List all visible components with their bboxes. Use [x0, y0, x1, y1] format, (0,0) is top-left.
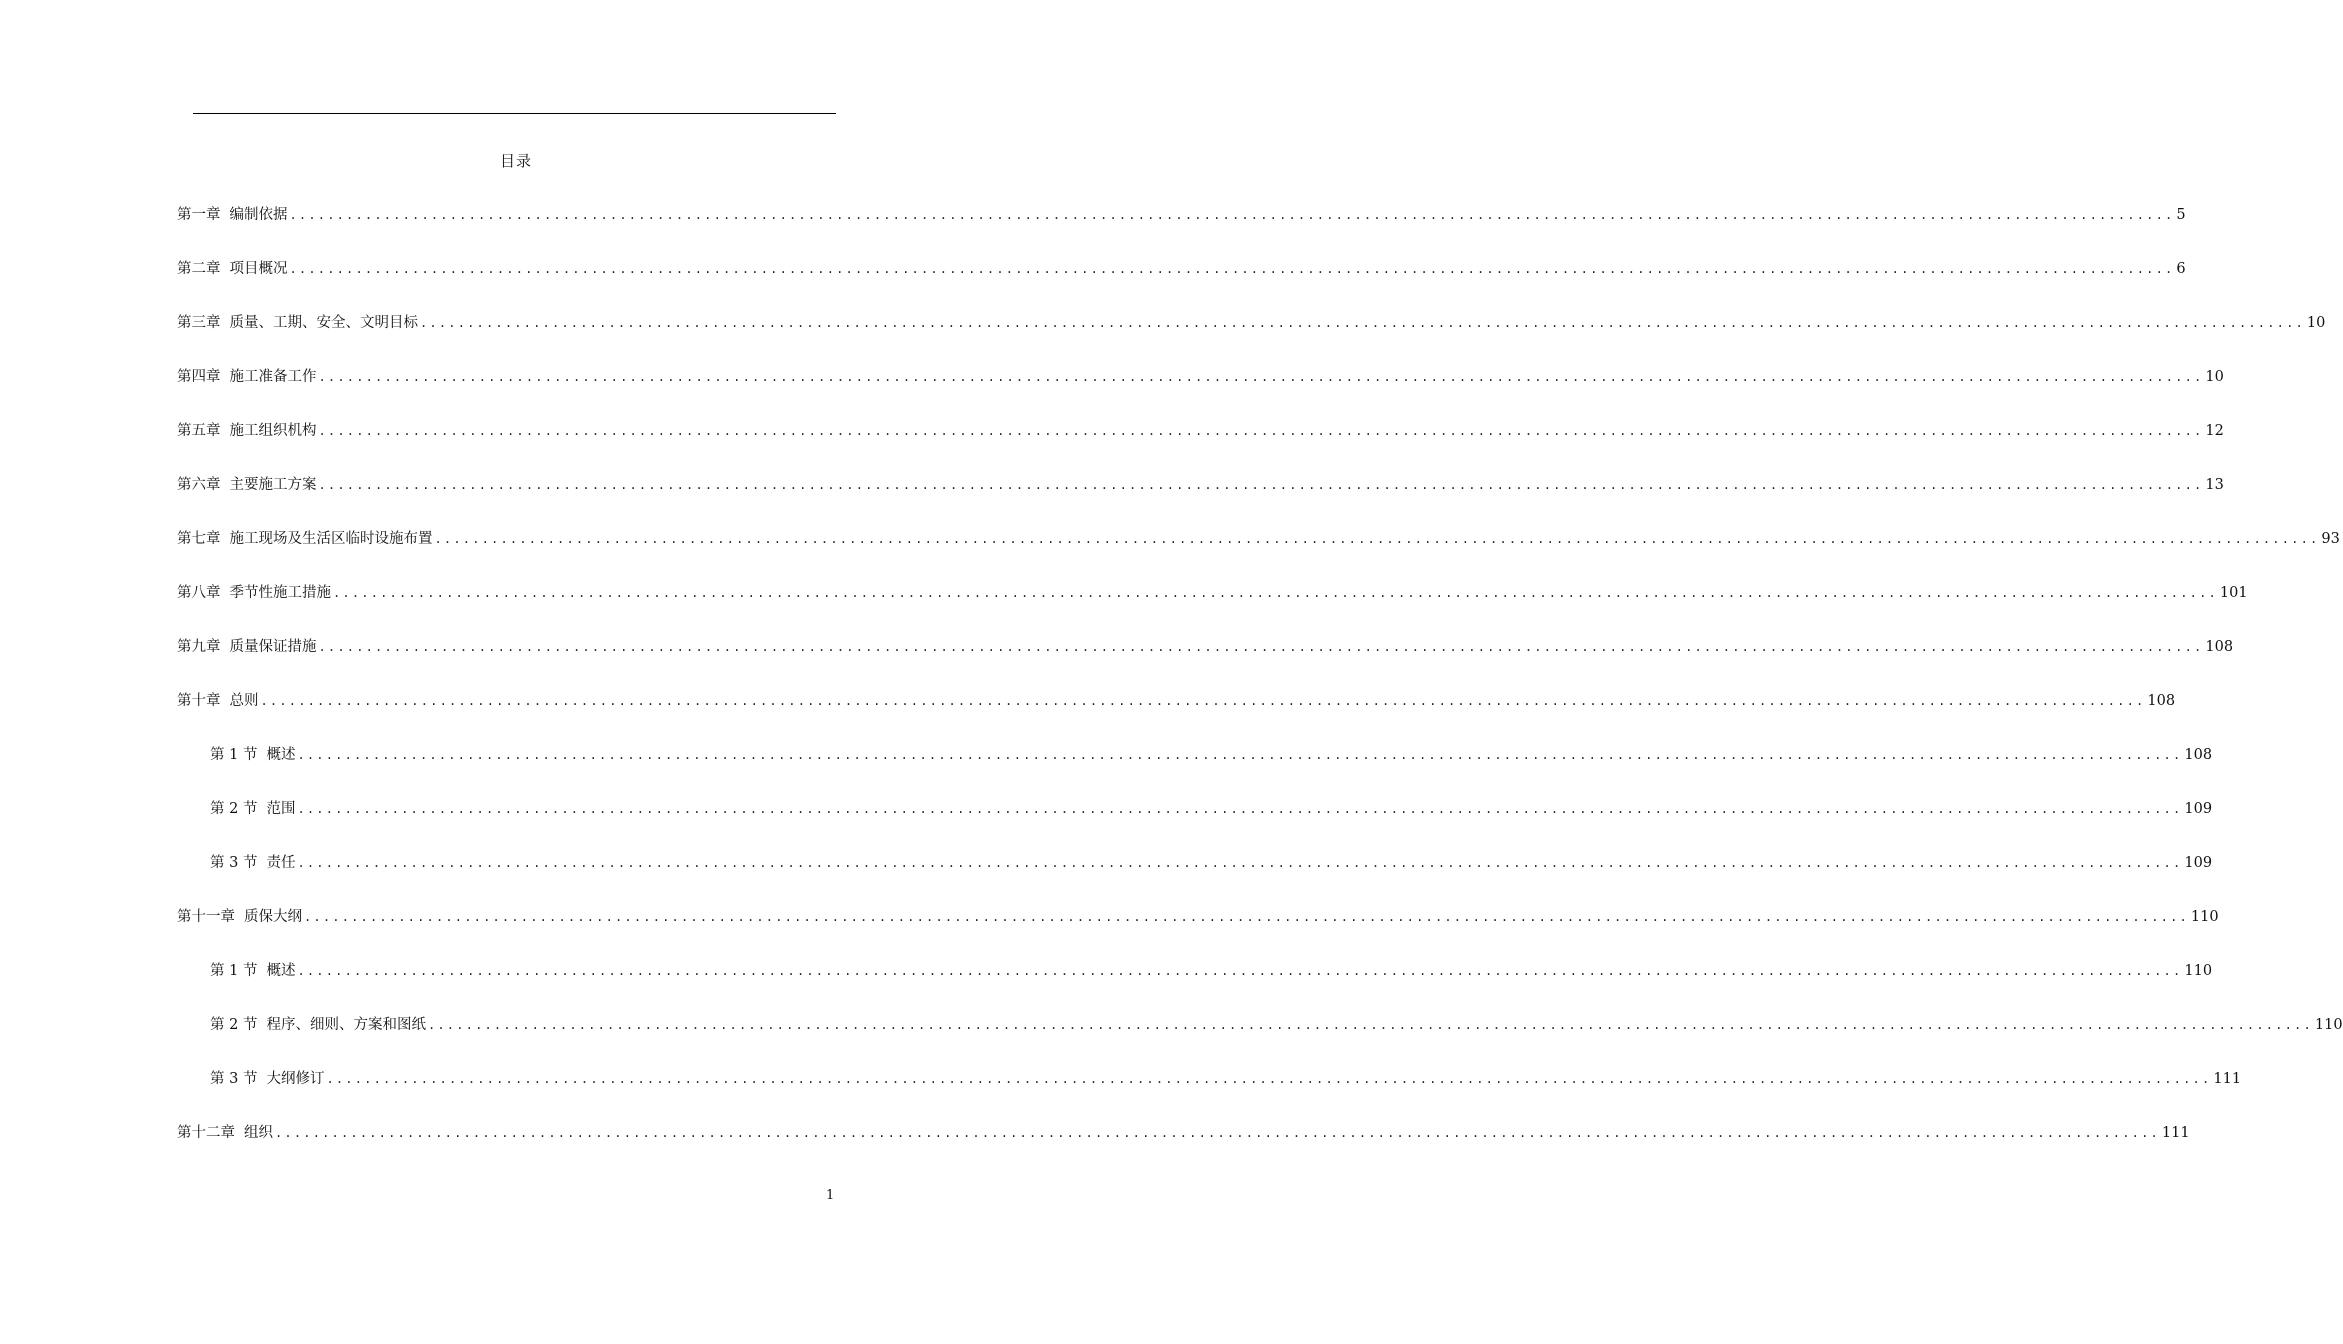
toc-entry-number: 第十二章	[177, 1125, 235, 1141]
toc-entry-page: 108	[2205, 639, 2234, 655]
toc-entry-page: 93	[2321, 531, 2340, 547]
toc-entry[interactable]	[177, 528, 2340, 550]
toc-entry-title: 施工现场及生活区临时设施布置	[229, 531, 433, 547]
toc-leader-dots: ........................................................................................................................................................................................................	[260, 694, 2146, 708]
toc-entry-page: 108	[2147, 693, 2176, 709]
toc-entry[interactable]	[210, 852, 2213, 874]
toc-entry-page: 10	[2306, 315, 2326, 331]
toc-entry-title: 程序、细则、方案和图纸	[266, 1017, 426, 1033]
toc-entry-page: 110	[2190, 909, 2219, 925]
toc-leader-dots: ........................................................................................................................................................................................................	[318, 478, 2204, 492]
toc-entry-page: 12	[2205, 423, 2224, 439]
toc-entry-title: 项目概况	[229, 261, 288, 277]
toc-leader-dots: ........................................................................................................................................................................................................	[318, 424, 2204, 438]
toc-entry-title: 总则	[229, 693, 259, 709]
toc-leader-dots: ........................................................................................................................................................................................................	[289, 208, 2175, 222]
toc-leader-dots: ........................................................................................................................................................................................................	[318, 640, 2204, 654]
toc-entry-title: 概述	[266, 963, 296, 979]
toc-entry[interactable]	[177, 366, 2224, 388]
toc-entry-title: 概述	[266, 747, 296, 763]
toc-leader-dots: ........................................................................................................................................................................................................	[420, 316, 2305, 330]
toc-entry-page: 110	[2314, 1017, 2343, 1033]
toc-entry-number: 第 2 节	[210, 801, 258, 817]
toc-entry[interactable]	[177, 258, 2186, 280]
header-rule	[193, 113, 836, 114]
page-number: 1	[826, 1188, 835, 1203]
toc-entry-number: 第六章	[177, 477, 221, 493]
toc-entry-title: 大纲修订	[266, 1071, 325, 1087]
toc-entry-number: 第二章	[177, 261, 221, 277]
toc-entry[interactable]	[210, 960, 2213, 982]
toc-leader-dots: ........................................................................................................................................................................................................	[297, 748, 2183, 762]
toc-entry-title: 质量、工期、安全、文明目标	[229, 315, 418, 331]
toc-entry[interactable]	[177, 204, 2186, 226]
toc-leader-dots: ........................................................................................................................................................................................................	[297, 802, 2183, 816]
toc-entry[interactable]	[177, 420, 2224, 442]
toc-entry[interactable]	[177, 582, 2248, 604]
toc-entry-title: 主要施工方案	[229, 477, 317, 493]
toc-entry-number: 第九章	[177, 639, 221, 655]
toc-leader-dots: ........................................................................................................................................................................................................	[289, 262, 2175, 276]
toc-entry-title: 质保大纲	[244, 909, 302, 925]
toc-entry-number: 第十章	[177, 693, 221, 709]
toc-leader-dots: ........................................................................................................................................................................................................	[434, 532, 2320, 546]
toc-entry-title: 编制依据	[229, 207, 288, 223]
toc-entry-number: 第五章	[177, 423, 221, 439]
toc-entry-number: 第一章	[177, 207, 221, 223]
toc-leader-dots: ........................................................................................................................................................................................................	[304, 910, 2189, 924]
toc-entry-number: 第 3 节	[210, 855, 258, 871]
toc-entry-page: 101	[2219, 585, 2248, 601]
toc-entry-page: 13	[2205, 477, 2224, 493]
toc-entry-page: 111	[2161, 1125, 2190, 1141]
toc-entry-title: 责任	[266, 855, 296, 871]
toc-entry-page: 109	[2184, 855, 2213, 871]
toc-leader-dots: ........................................................................................................................................................................................................	[297, 856, 2183, 870]
toc-leader-dots: ........................................................................................................................................................................................................	[275, 1126, 2160, 1140]
toc-entry-title: 质量保证措施	[229, 639, 317, 655]
toc-entry[interactable]	[210, 798, 2213, 820]
toc-entry-title: 范围	[266, 801, 296, 817]
toc-leader-dots: ........................................................................................................................................................................................................	[326, 1072, 2212, 1086]
toc-entry[interactable]	[210, 744, 2213, 766]
toc-entry[interactable]	[177, 474, 2224, 496]
toc-entry[interactable]	[210, 1068, 2242, 1090]
toc-entry-page: 10	[2205, 369, 2224, 385]
toc-entry-number: 第 3 节	[210, 1071, 258, 1087]
toc-entry-number: 第八章	[177, 585, 221, 601]
toc-entry-page: 6	[2176, 261, 2186, 277]
toc-entry-title: 施工准备工作	[229, 369, 317, 385]
toc-entry-number: 第三章	[177, 315, 221, 331]
toc-leader-dots: ........................................................................................................................................................................................................	[297, 964, 2183, 978]
toc-entry-title: 施工组织机构	[229, 423, 317, 439]
toc-entry-number: 第七章	[177, 531, 221, 547]
toc-leader-dots: ........................................................................................................................................................................................................	[427, 1018, 2313, 1032]
toc-title: 目录	[499, 152, 532, 170]
toc-entry-page: 5	[2176, 207, 2186, 223]
toc-entry-title: 组织	[244, 1125, 273, 1141]
toc-entry[interactable]	[210, 1014, 2343, 1036]
toc-entry[interactable]	[177, 906, 2219, 928]
toc-entry-page: 110	[2184, 963, 2213, 979]
toc-leader-dots: ........................................................................................................................................................................................................	[318, 370, 2204, 384]
toc-leader-dots: ........................................................................................................................................................................................................	[333, 586, 2218, 600]
toc-entry-page: 108	[2184, 747, 2213, 763]
toc-entry-number: 第 1 节	[210, 963, 258, 979]
toc-entry-number: 第 1 节	[210, 747, 258, 763]
toc-entry[interactable]	[177, 312, 2326, 334]
toc-entry[interactable]	[177, 636, 2234, 658]
toc-entry-page: 109	[2184, 801, 2213, 817]
toc-entry[interactable]	[177, 1122, 2190, 1144]
toc-entry-page: 111	[2213, 1071, 2242, 1087]
toc-entry-number: 第十一章	[177, 909, 235, 925]
toc-entry[interactable]	[177, 690, 2176, 712]
toc-entry-title: 季节性施工措施	[229, 585, 331, 601]
toc-entry-number: 第四章	[177, 369, 221, 385]
toc-entry-number: 第 2 节	[210, 1017, 258, 1033]
